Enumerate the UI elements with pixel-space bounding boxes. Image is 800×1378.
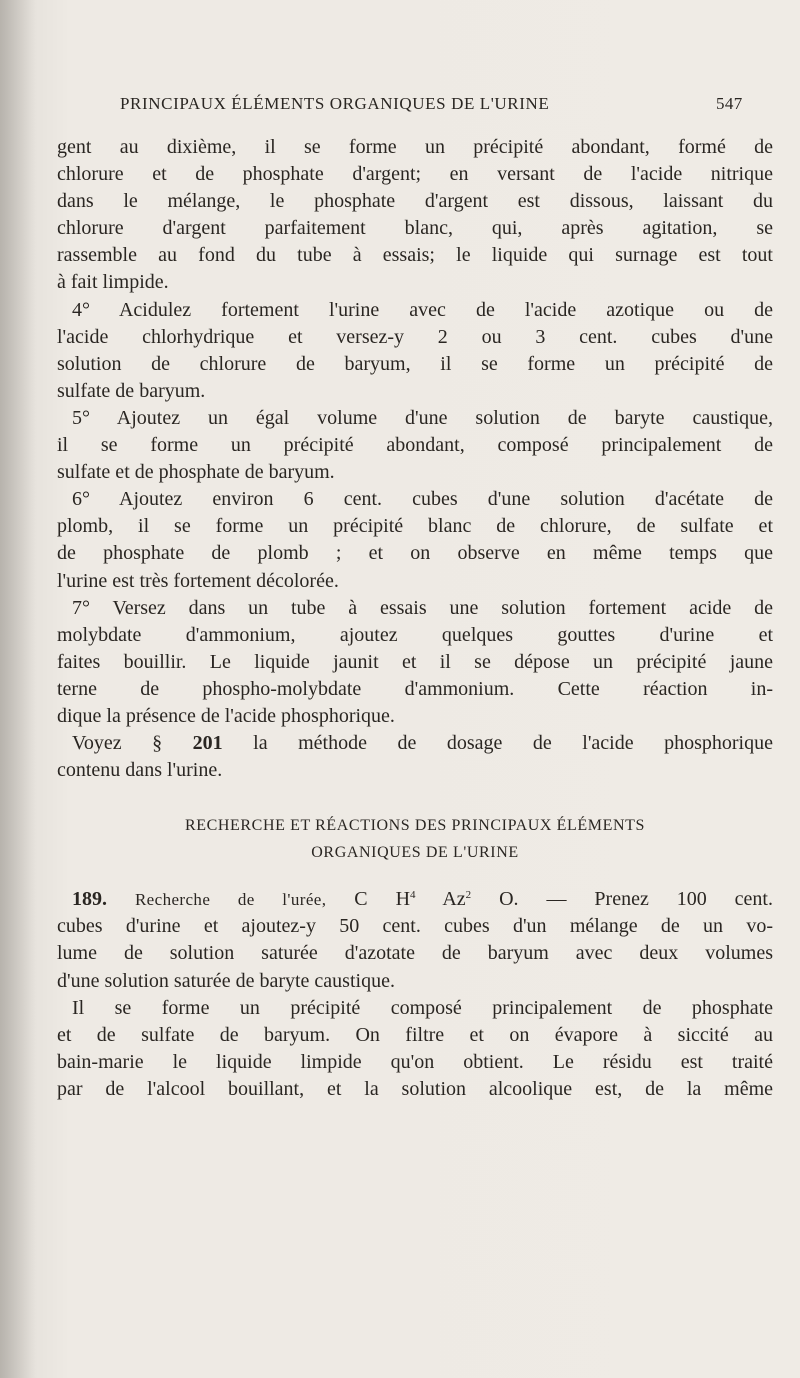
- voyez-rest: la méthode de dosage de l'acide phosphorique: [222, 732, 773, 755]
- text-line: solution de chlorure de baryum, il se forme un précipité de: [57, 352, 773, 375]
- text-line: Il se forme un précipité composé principalement de phosphate: [72, 996, 773, 1019]
- text-line: faites bouillir. Le liquide jaunit et il se dépose un précipité jaune: [57, 650, 773, 673]
- article-first-line-rest: — Prenez 100 cent.: [518, 888, 773, 911]
- text-line: contenu dans l'urine.: [57, 759, 223, 782]
- article-number: 189.: [72, 888, 107, 911]
- text-line: rassemble au fond du tube à essais; le liquide qui surnage est tout: [57, 244, 773, 267]
- text-line: bain-marie le liquide limpide qu'on obtient. Le résidu est traité: [57, 1050, 773, 1073]
- voyez-text: Voyez §: [72, 732, 193, 755]
- item-5-line: 5° Ajoutez un égal volume d'une solution de baryte caustique,: [72, 406, 773, 429]
- article-189-first-line: [57, 886, 773, 913]
- text-line: de phosphate de plomb ; et on observe en même temps que: [57, 542, 773, 565]
- cross-reference-line: [57, 730, 773, 757]
- text-line: chlorure d'argent parfaitement blanc, qui, après agitation, se: [57, 217, 773, 240]
- formula-o: O.: [471, 888, 519, 911]
- text-line: il se forme un précipité abondant, composé principalement de: [57, 434, 773, 457]
- section-heading-line-1: RECHERCHE ET RÉACTIONS DES PRINCIPAUX ÉLÉMENTS: [184, 817, 646, 835]
- item-6-line: 6° Ajoutez environ 6 cent. cubes d'une solution d'acétate de: [72, 488, 773, 511]
- item-7-line: 7° Versez dans un tube à essais une solution fortement acide de: [72, 596, 773, 619]
- formula-h-subscript: 4: [410, 889, 416, 902]
- formula-az: Az: [415, 888, 466, 911]
- item-4-line: 4° Acidulez fortement l'urine avec de l'acide azotique ou de: [72, 298, 773, 321]
- text-line: l'urine est très fortement décolorée.: [57, 569, 339, 592]
- text-line: plomb, il se forme un précipité blanc de chlorure, de sulfate et: [57, 515, 773, 538]
- formula-az-subscript: 2: [465, 889, 472, 902]
- spine-shadow: [0, 0, 36, 1378]
- text-line: d'une solution saturée de baryte caustique.: [57, 969, 395, 992]
- section-reference: 201: [192, 732, 223, 755]
- text-line: par de l'alcool bouillant, et la solution alcoolique est, de la même: [57, 1077, 773, 1100]
- formula-c-h: C H: [354, 888, 411, 911]
- text-line: sulfate de baryum.: [57, 379, 206, 402]
- article-title: Recherche de l'urée,: [134, 890, 327, 910]
- text-line: gent au dixième, il se forme un précipité abondant, formé de: [57, 136, 773, 158]
- text-line: cubes d'urine et ajoutez-y 50 cent. cubes d'un mélange de un vo-: [57, 915, 773, 938]
- running-head: PRINCIPAUX ÉLÉMENTS ORGANIQUES DE L'URINE: [120, 94, 550, 113]
- text-line: chlorure et de phosphate d'argent; en versant de l'acide nitrique: [57, 163, 773, 186]
- text-line: dique la présence de l'acide phosphorique.: [57, 704, 395, 727]
- section-heading-line-2: ORGANIQUES DE L'URINE: [311, 844, 519, 862]
- text-line: molybdate d'ammonium, ajoutez quelques gouttes d'urine et: [57, 623, 773, 646]
- text-line: lume de solution saturée d'azotate de baryum avec deux volumes: [57, 942, 773, 965]
- text-line: et de sulfate de baryum. On filtre et on évapore à siccité au: [57, 1023, 773, 1046]
- body-text: [57, 134, 773, 1103]
- text-line: à fait limpide.: [57, 271, 169, 294]
- text-line: l'acide chlorhydrique et versez-y 2 ou 3 cent. cubes d'une: [57, 325, 773, 348]
- text-line: dans le mélange, le phosphate d'argent est dissous, laissant du: [57, 190, 773, 213]
- text-line: terne de phospho-molybdate d'ammonium. Cette réaction in-: [57, 677, 773, 700]
- text-line: sulfate et de phosphate de baryum.: [57, 461, 335, 484]
- page-number: 547: [716, 94, 743, 113]
